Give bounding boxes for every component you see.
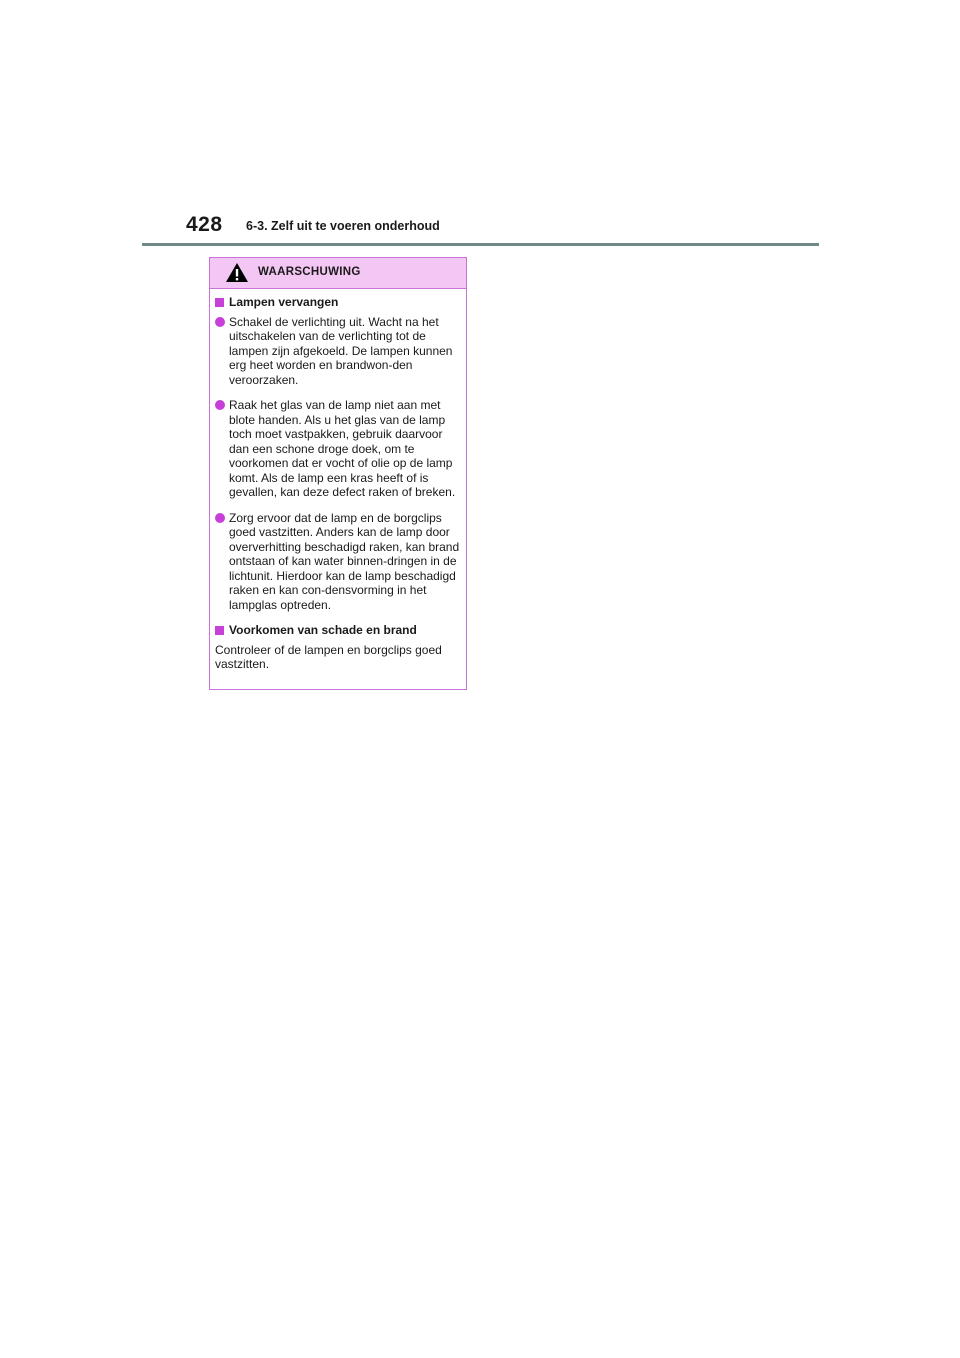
header-rule xyxy=(142,243,819,246)
list-item xyxy=(215,511,460,613)
heading-text: Lampen vervangen xyxy=(229,295,339,309)
section-heading xyxy=(215,623,460,638)
bullet-text: Raak het glas van de lamp niet aan met blote handen. Als u het glas van de lamp toch moet vastpakken, gebruik daarvoor dan een schone droge doek, om te voorkomen dat er vocht of olie op de lamp komt. Als de lamp een kras heeft of is gevallen, kan deze defect raken of breken. xyxy=(229,398,456,499)
warning-header xyxy=(210,258,466,289)
heading-text: Voorkomen van schade en brand xyxy=(229,623,417,637)
list-item xyxy=(215,398,460,500)
warning-body xyxy=(210,289,466,672)
round-bullet xyxy=(215,317,225,327)
section-text: Controleer of de lampen en borgclips goed vastzitten. xyxy=(215,642,442,671)
list-item xyxy=(215,315,460,388)
bullet-text: Schakel de verlichting uit. Wacht na het uitschakelen van de verlichting tot de lampen zijn afgekoeld. De lampen kunnen erg heet worden en brandwon-den veroorzaken. xyxy=(229,314,453,387)
section-heading xyxy=(215,295,460,310)
round-bullet xyxy=(215,513,225,523)
warning-box xyxy=(209,257,467,690)
square-bullet xyxy=(215,626,224,635)
warning-triangle-icon xyxy=(225,262,249,283)
round-bullet xyxy=(215,400,225,410)
square-bullet xyxy=(215,298,224,307)
section-title: 6-3. Zelf uit te voeren onderhoud xyxy=(246,219,440,233)
bullet-text: Zorg ervoor dat de lamp en de borgclips goed vastzitten. Anders kan de lamp door oververhitting beschadigd raken, kan brand ontstaan of kan water binnen-dringen in de lichtunit. Hierdoor kan de lamp beschadigd raken en kan con-densvorming in het lampglas optreden. xyxy=(229,510,460,612)
warning-title: WAARSCHUWING xyxy=(258,266,361,278)
page-number: 428 xyxy=(186,213,223,236)
